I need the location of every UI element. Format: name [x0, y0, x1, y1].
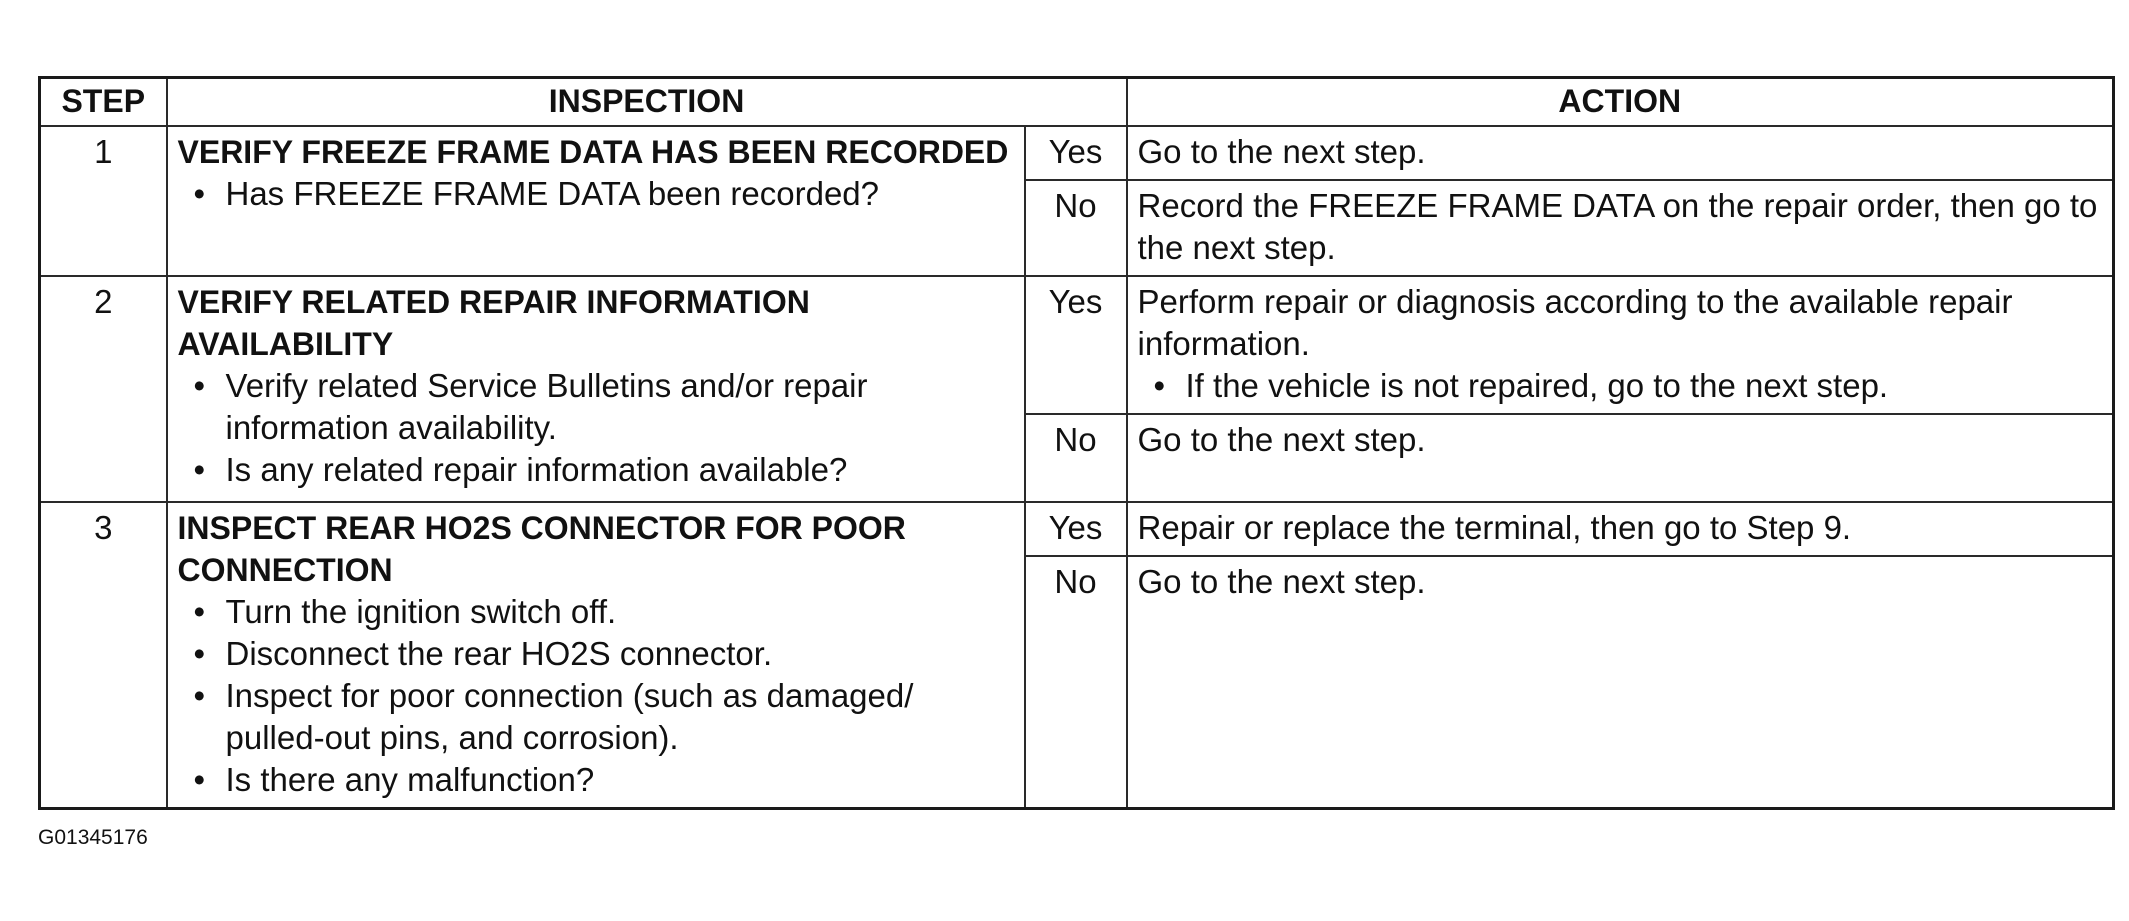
no-label: No — [1025, 414, 1127, 502]
step-number: 2 — [40, 276, 167, 502]
yes-action: Repair or replace the terminal, then go to Step 9. — [1127, 502, 2114, 556]
yes-label: Yes — [1025, 502, 1127, 556]
yes-label: Yes — [1025, 276, 1127, 414]
inspection-cell — [167, 502, 1025, 809]
yes-action-text: Perform repair or diagnosis according to the available repair information. — [1137, 283, 2013, 362]
no-action: Record the FREEZE FRAME DATA on the repair order, then go to the next step. — [1127, 180, 2114, 276]
inspection-cell — [167, 126, 1025, 276]
step-2-yes-row — [40, 276, 2114, 414]
figure-id: G01345176 — [38, 826, 148, 849]
inspection-bullets — [178, 591, 1014, 801]
inspection-bullet: • Disconnect the rear HO2S connector. — [178, 633, 1014, 675]
step-1-yes-row — [40, 126, 2114, 180]
header-inspection: INSPECTION — [167, 78, 1127, 127]
no-action: Go to the next step. — [1127, 414, 2114, 502]
yes-action: Go to the next step. — [1127, 126, 2114, 180]
header-row — [40, 78, 2114, 127]
yes-label: Yes — [1025, 126, 1127, 180]
inspection-bullet: • Is there any malfunction? — [178, 759, 1014, 801]
inspection-cell — [167, 276, 1025, 502]
inspection-bullets — [178, 173, 1014, 215]
yes-action — [1127, 276, 2114, 414]
step-number: 1 — [40, 126, 167, 276]
inspection-bullet: • Has FREEZE FRAME DATA been recorded? — [178, 173, 1014, 215]
inspection-title: VERIFY RELATED REPAIR INFORMATION AVAILABILITY — [177, 284, 810, 362]
inspection-bullet: • Is any related repair information available? — [178, 449, 1014, 491]
yes-action-bullets — [1138, 365, 2102, 407]
no-action: Go to the next step. — [1127, 556, 2114, 809]
step-number: 3 — [40, 502, 167, 809]
yes-action-bullet: • If the vehicle is not repaired, go to the next step. — [1138, 365, 2102, 407]
no-label: No — [1025, 180, 1127, 276]
header-action: ACTION — [1127, 78, 2114, 127]
header-step: STEP — [40, 78, 167, 127]
inspection-title: VERIFY FREEZE FRAME DATA HAS BEEN RECORDED — [177, 134, 1009, 170]
inspection-title: INSPECT REAR HO2S CONNECTOR FOR POOR CONNECTION — [177, 510, 906, 588]
step-3-yes-row — [40, 502, 2114, 556]
inspection-bullet: • Verify related Service Bulletins and/or repair information availability. — [178, 365, 1014, 449]
inspection-bullets — [178, 365, 1014, 491]
inspection-bullet: • Turn the ignition switch off. — [178, 591, 1014, 633]
inspection-bullet: • Inspect for poor connection (such as damaged/ pulled-out pins, and corrosion). — [178, 675, 1014, 759]
diagnostic-table — [38, 76, 2115, 810]
no-label: No — [1025, 556, 1127, 809]
